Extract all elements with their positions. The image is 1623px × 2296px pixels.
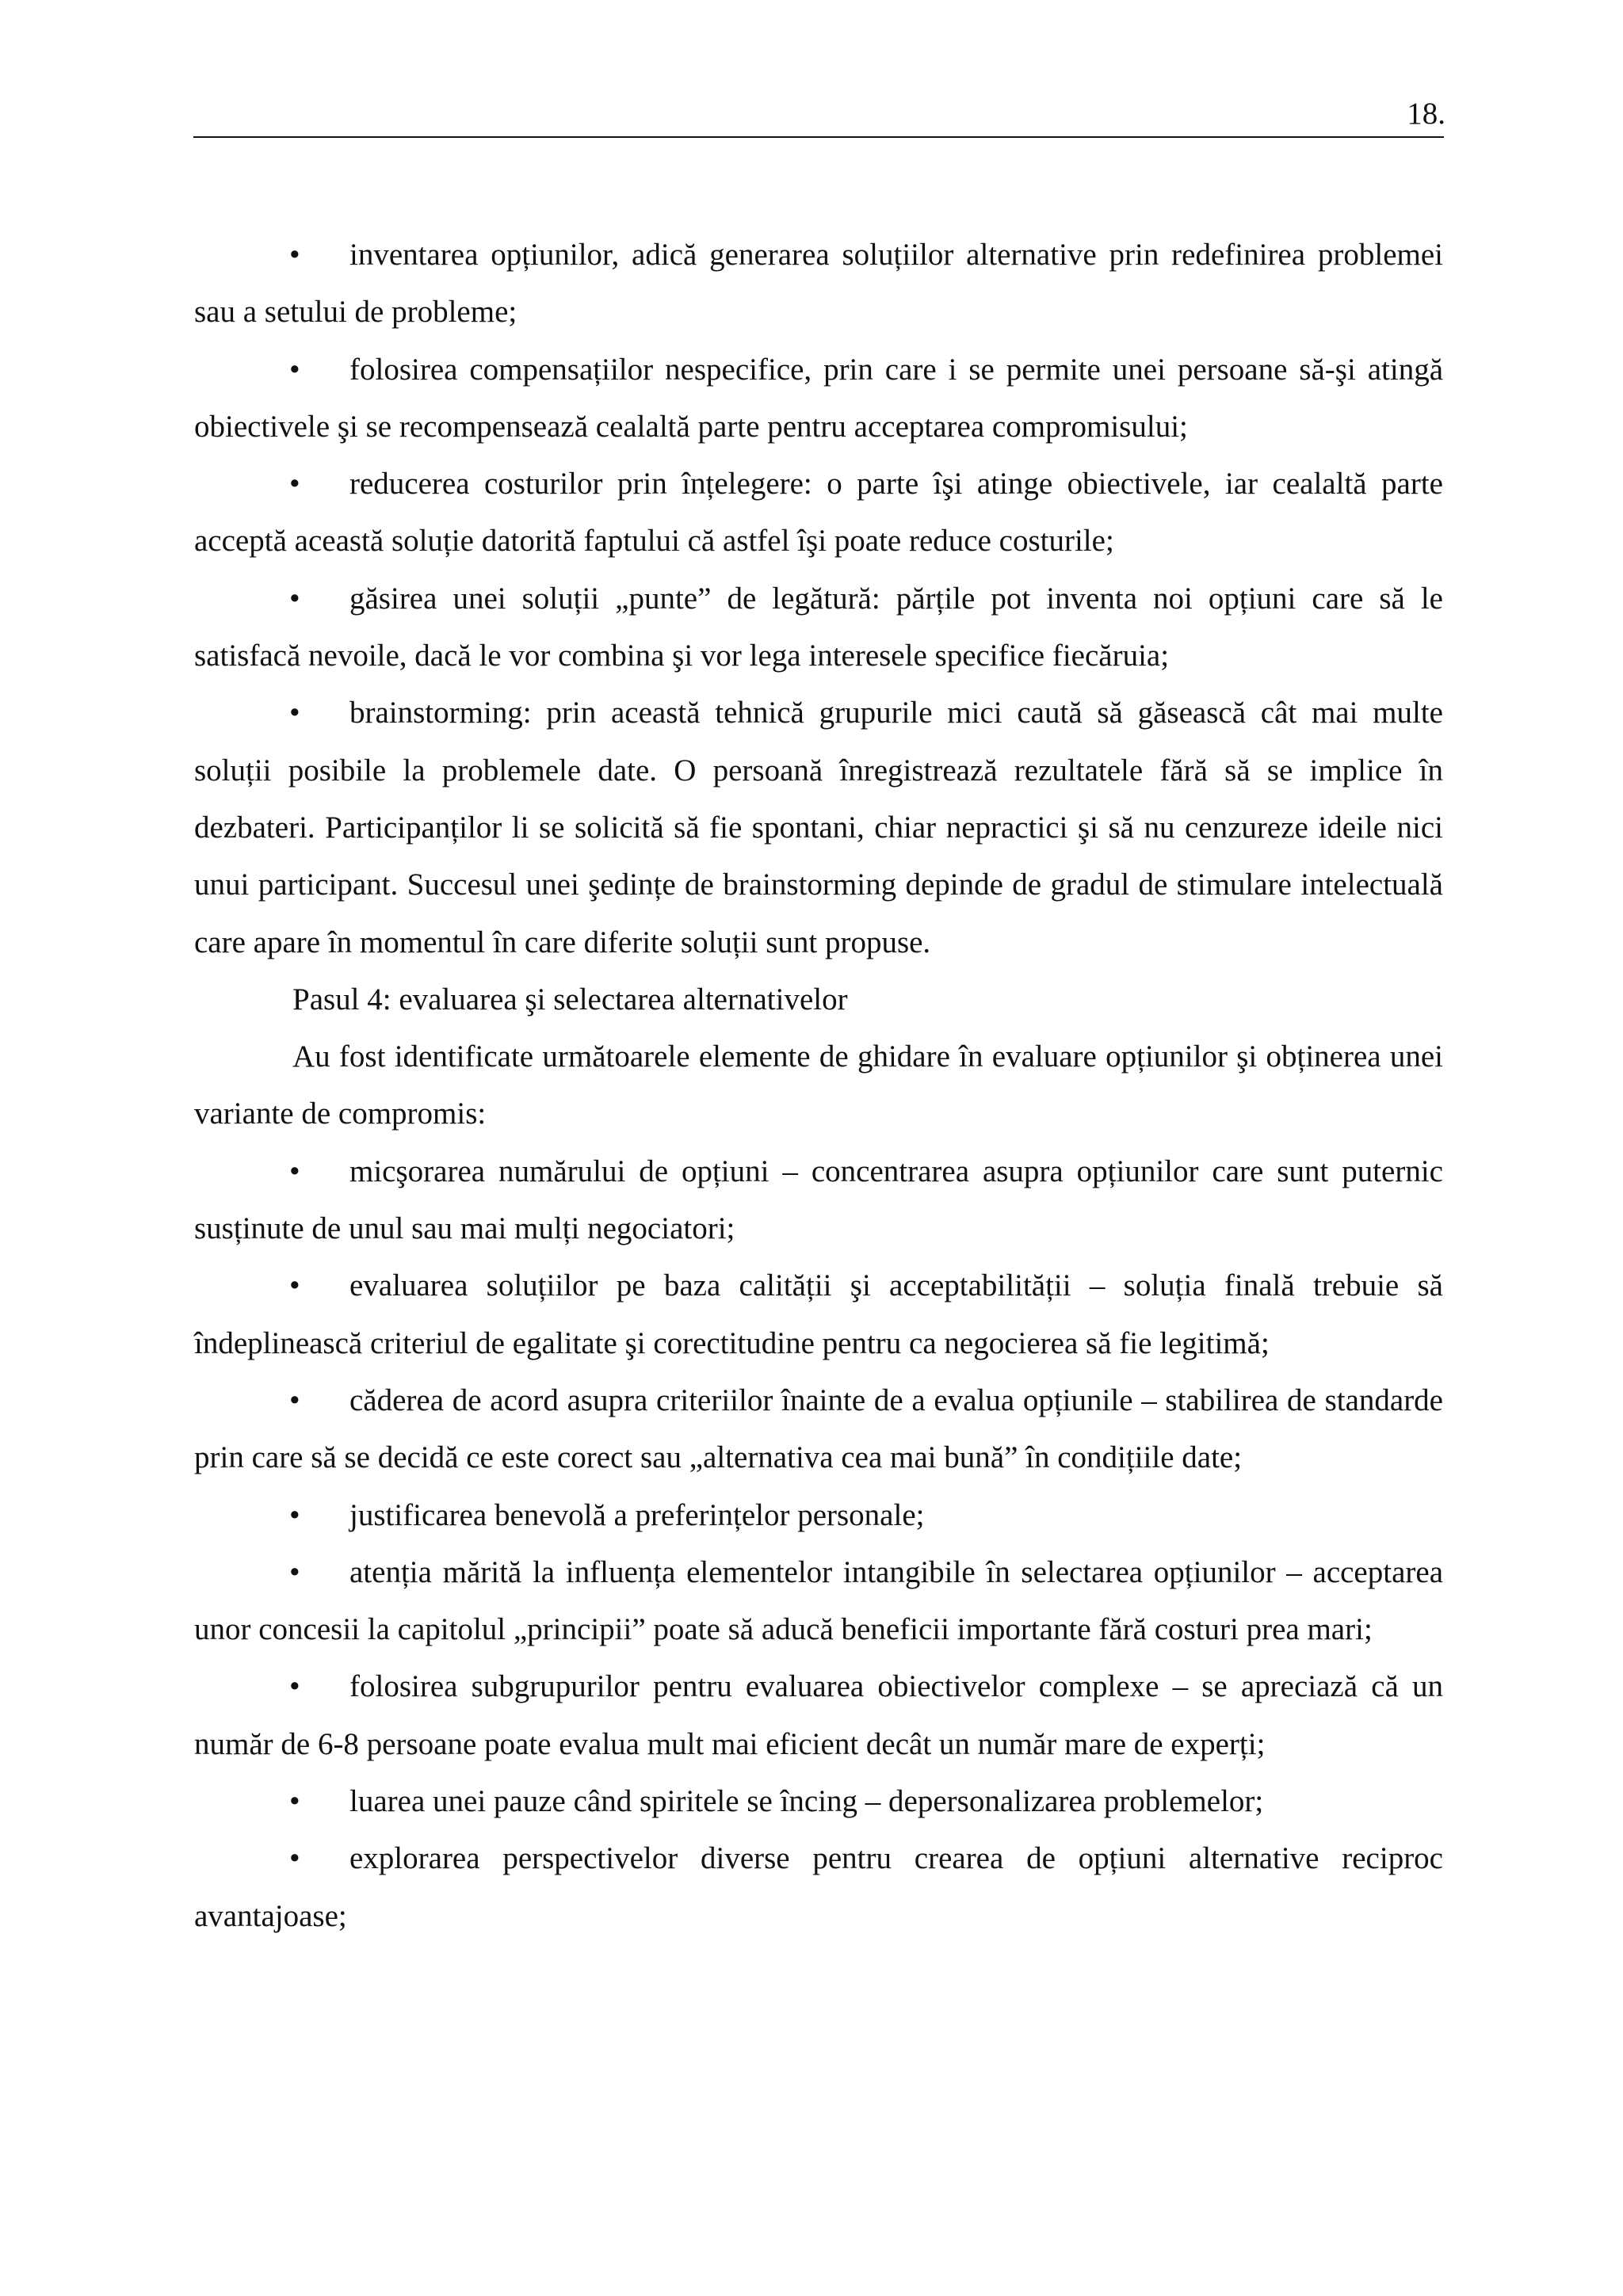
list-item-text: justificarea benevolă a preferințelor personale; [349, 1497, 925, 1532]
list-item [194, 1544, 1443, 1659]
bullet-icon: • [289, 581, 300, 616]
bullet-icon: • [289, 1268, 300, 1303]
list-item [194, 685, 1443, 971]
list-item [194, 1372, 1443, 1487]
list-item [194, 341, 1443, 456]
list-item-text: explorarea perspectivelor diverse pentru crearea de opțiuni alternative reciproc avantajoase; [194, 1841, 1443, 1933]
list-item-text: evaluarea soluțiilor pe baza calității şi acceptabilității – soluția finală trebuie să îndeplinească criteriul de egalitate şi corectitudine pentru ca negocierea să fie legitimă; [194, 1268, 1443, 1360]
bullet-icon: • [289, 467, 300, 502]
list-item [194, 1487, 1443, 1544]
list-item [194, 1773, 1443, 1830]
bullet-icon: • [289, 696, 300, 730]
intro-paragraph: Au fost identificate următoarele elemente de ghidare în evaluare opțiunilor şi obținerea unei variante de compromis: [194, 1039, 1443, 1131]
bullet-icon: • [289, 1383, 300, 1417]
page-content [194, 227, 1443, 1945]
list-item [194, 1257, 1443, 1372]
list-item-text: micşorarea numărului de opțiuni – concentrarea asupra opțiunilor care sunt puternic susținute de unul sau mai mulți negociatori; [194, 1154, 1443, 1246]
list-item-text: căderea de acord asupra criteriilor înainte de a evalua opțiunile – stabilirea de standarde prin care să se decidă ce este corect sau „alternativa cea mai bună” în condițiile date; [194, 1383, 1443, 1475]
list-item [194, 1830, 1443, 1945]
list-item [194, 227, 1443, 341]
list-item-text: luarea unei pauze când spiritele se încing – depersonalizarea problemelor; [349, 1784, 1264, 1819]
list-item [194, 1143, 1443, 1258]
bullet-icon: • [289, 238, 300, 272]
list-item-text: folosirea subgrupurilor pentru evaluarea obiectivelor complexe – se apreciază că un număr de 6-8 persoane poate evalua mult mai eficient decât un număr mare de experți; [194, 1669, 1443, 1761]
bullet-icon: • [289, 1669, 300, 1704]
bullet-icon: • [289, 1841, 300, 1876]
list-item-text: reducerea costurilor prin înțelegere: o parte îşi atinge obiectivele, iar cealaltă parte acceptă această soluție datorită faptului că astfel îşi poate reduce costurile; [194, 467, 1443, 559]
bullet-icon: • [289, 1154, 300, 1188]
list-item-text: inventarea opțiunilor, adică generarea soluțiilor alternative prin redefinirea problemei sau a setului de probleme; [194, 238, 1443, 330]
list-item [194, 570, 1443, 685]
bullet-icon: • [289, 1497, 300, 1532]
bullet-icon: • [289, 1784, 300, 1819]
bullet-icon: • [289, 1554, 300, 1589]
bullet-icon: • [289, 352, 300, 387]
list-item [194, 1658, 1443, 1773]
header-rule [193, 136, 1444, 138]
step-heading: Pasul 4: evaluarea şi selectarea alternativelor [292, 982, 848, 1016]
list-item-text: găsirea unei soluții „punte” de legătură: părțile pot inventa noi opțiuni care să le satisfacă nevoile, dacă le vor combina şi vor lega interesele specifice fiecăruia; [194, 581, 1443, 673]
list-item-text: atenția mărită la influența elementelor intangibile în selectarea opțiunilor – acceptarea unor concesii la capitolul „principii” poate să aducă beneficii importante fără costuri prea mari; [194, 1554, 1443, 1647]
list-item-text: folosirea compensațiilor nespecifice, prin care i se permite unei persoane să-şi atingă obiectivele şi se recompensează cealaltă parte pentru acceptarea compromisului; [194, 352, 1443, 444]
list-item [194, 456, 1443, 570]
page-number: 18. [1407, 97, 1445, 131]
list-item-text: brainstorming: prin această tehnică grupurile mici caută să găsească cât mai multe soluții posibile la problemele date. O persoană înregistrează rezultatele fără să se implice în dezbateri. Participanților li se solicită să fie spontani, chiar nepractici şi să nu cenzureze ideile nici unui participant. Succesul unei şedințe de brainstorming depinde de gradul de stimulare intelectuală care apare în momentul în care diferite soluții sunt propuse. [194, 696, 1443, 959]
